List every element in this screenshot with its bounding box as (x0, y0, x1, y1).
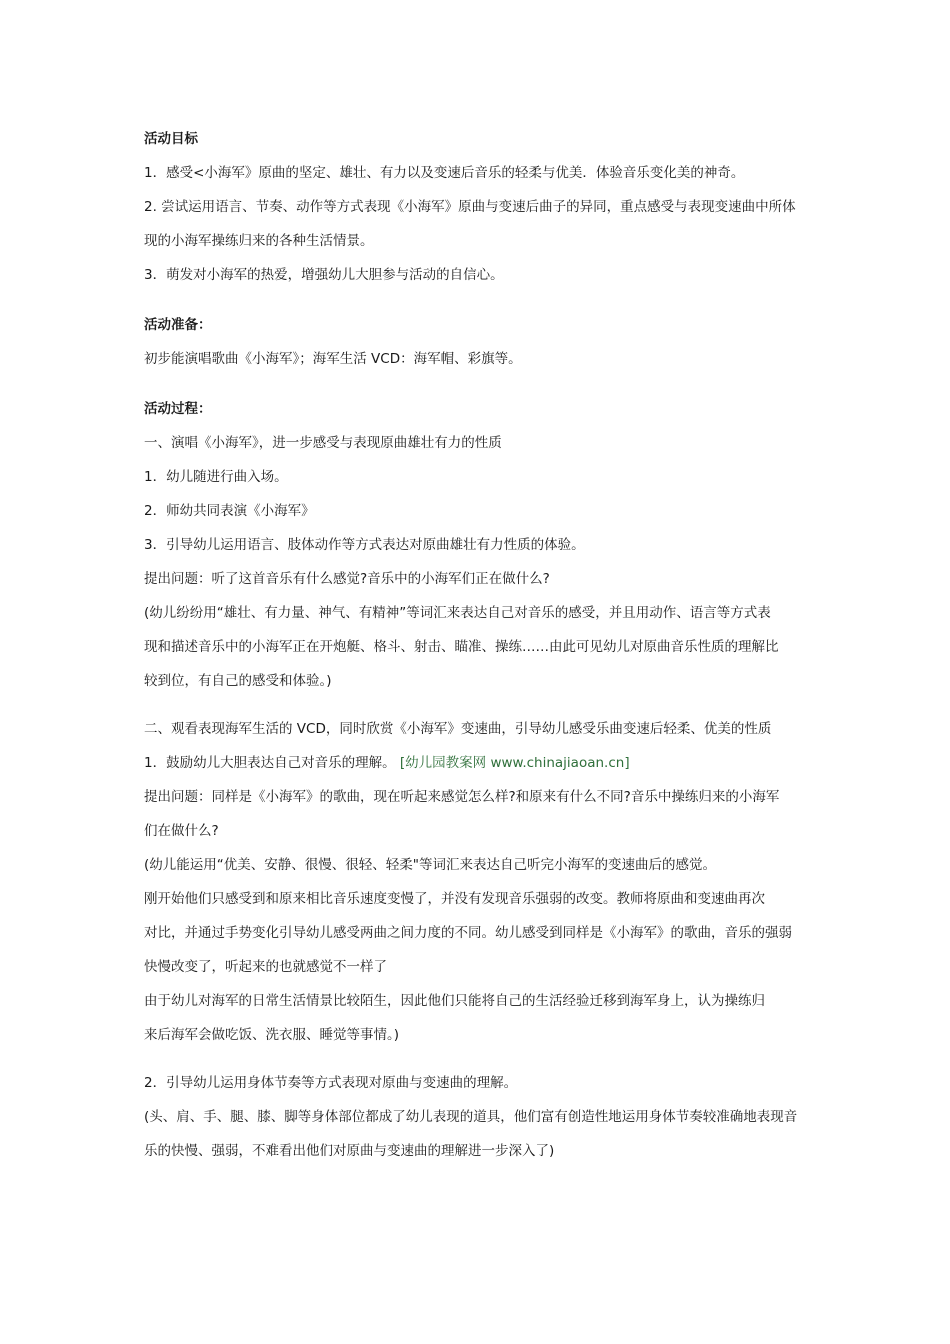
document-page (144, 122, 814, 1168)
process-part2-line-2: 们在做什么? (144, 823, 219, 839)
goal-item-3: 3．萌发对小海军的热爱，增强幼儿大胆参与活动的自信心。 (144, 267, 504, 283)
process-part1-title: 一、演唱《小海军》，进一步感受与表现原曲雄壮有力的性质 (144, 435, 502, 451)
process-part2-line-8: 来后海军会做吃饭、洗衣服、睡觉等事情。) (144, 1027, 400, 1043)
process-part2-item-1-text: 1．鼓励幼儿大胆表达自己对音乐的理解。 (144, 755, 396, 771)
goal-item-2-cont: 现的小海军操练归来的各种生活情景。 (144, 233, 374, 249)
section-gap (144, 698, 814, 712)
goal-item-2: 2. 尝试运用语言、节奏、动作等方式表现《小海军》原曲与变速后曲子的异同，重点感受与表现变速曲中所体 (144, 199, 796, 215)
process-part2-title: 二、观看表现海军生活的 VCD，同时欣赏《小海军》变速曲，引导幼儿感受乐曲变速后轻柔、优美的性质 (144, 721, 772, 737)
process-part2-line-1: 提出问题：同样是《小海军》的歌曲，现在听起来感觉怎么样?和原来有什么不同?音乐中操练归来的小海军 (144, 789, 780, 805)
process-heading: 活动过程： (144, 401, 212, 417)
process-part2-line-4: 刚开始他们只感受到和原来相比音乐速度变慢了，并没有发现音乐强弱的改变。教师将原曲和变速曲再次 (144, 891, 765, 907)
process-part1-item-2: 2．师幼共同表演《小海军》 (144, 503, 315, 519)
section-gap (144, 292, 814, 308)
process-part3-line-3: 乐的快慢、强弱，不难看出他们对原曲与变速曲的理解进一步深入了) (144, 1143, 555, 1159)
process-part1-note-1: (幼儿纷纷用“雄壮、有力量、神气、有精神”等词汇来表达自己对音乐的感受，并且用动作、语言等方式表 (144, 605, 771, 621)
process-part1-note-3: 较到位，有自己的感受和体验。) (144, 673, 332, 689)
prep-heading: 活动准备： (144, 317, 212, 333)
process-part2-line-5: 对比，并通过手势变化引导幼儿感受两曲之间力度的不同。幼儿感受到同样是《小海军》的歌曲，音乐的强弱 (144, 925, 792, 941)
process-part1-note-2: 现和描述音乐中的小海军正在开炮艇、格斗、射击、瞄准、操练……由此可见幼儿对原曲音乐性质的理解比 (144, 639, 779, 655)
goals-heading: 活动目标 (144, 131, 198, 147)
process-part2-line-7: 由于幼儿对海军的日常生活情景比较陌生，因此他们只能将自己的生活经验迁移到海军身上，认为操练归 (144, 993, 765, 1009)
process-part3-line-2: (头、肩、手、腿、膝、脚等身体部位都成了幼儿表现的道具，他们富有创造性地运用身体节奏较准确地表现音 (144, 1109, 798, 1125)
process-part2-item-1 (144, 746, 814, 780)
process-part2-line-6: 快慢改变了，听起来的也就感觉不一样了 (144, 959, 387, 975)
source-link[interactable]: [幼儿园教案网 www.chinajiaoan.cn] (399, 755, 630, 771)
goal-item-1: 1．感受<小海军》原曲的坚定、雄壮、有力以及变速后音乐的轻柔与优美．体验音乐变化美的神奇。 (144, 165, 745, 181)
section-gap (144, 376, 814, 392)
prep-text: 初步能演唱歌曲《小海军》；海军生活 VCD：海军帽、彩旗等。 (144, 351, 522, 367)
process-part3-line-1: 2．引导幼儿运用身体节奏等方式表现对原曲与变速曲的理解。 (144, 1075, 518, 1091)
process-part1-item-1: 1．幼儿随进行曲入场。 (144, 469, 288, 485)
process-part2-line-3: (幼儿能运用“优美、安静、很慢、很轻、轻柔"等词汇来表达自己听完小海军的变速曲后的感觉。 (144, 857, 716, 873)
section-gap (144, 1052, 814, 1066)
process-part1-item-3: 3．引导幼儿运用语言、肢体动作等方式表达对原曲雄壮有力性质的体验。 (144, 537, 585, 553)
process-part1-question: 提出问题：听了这首音乐有什么感觉?音乐中的小海军们正在做什么? (144, 571, 550, 587)
